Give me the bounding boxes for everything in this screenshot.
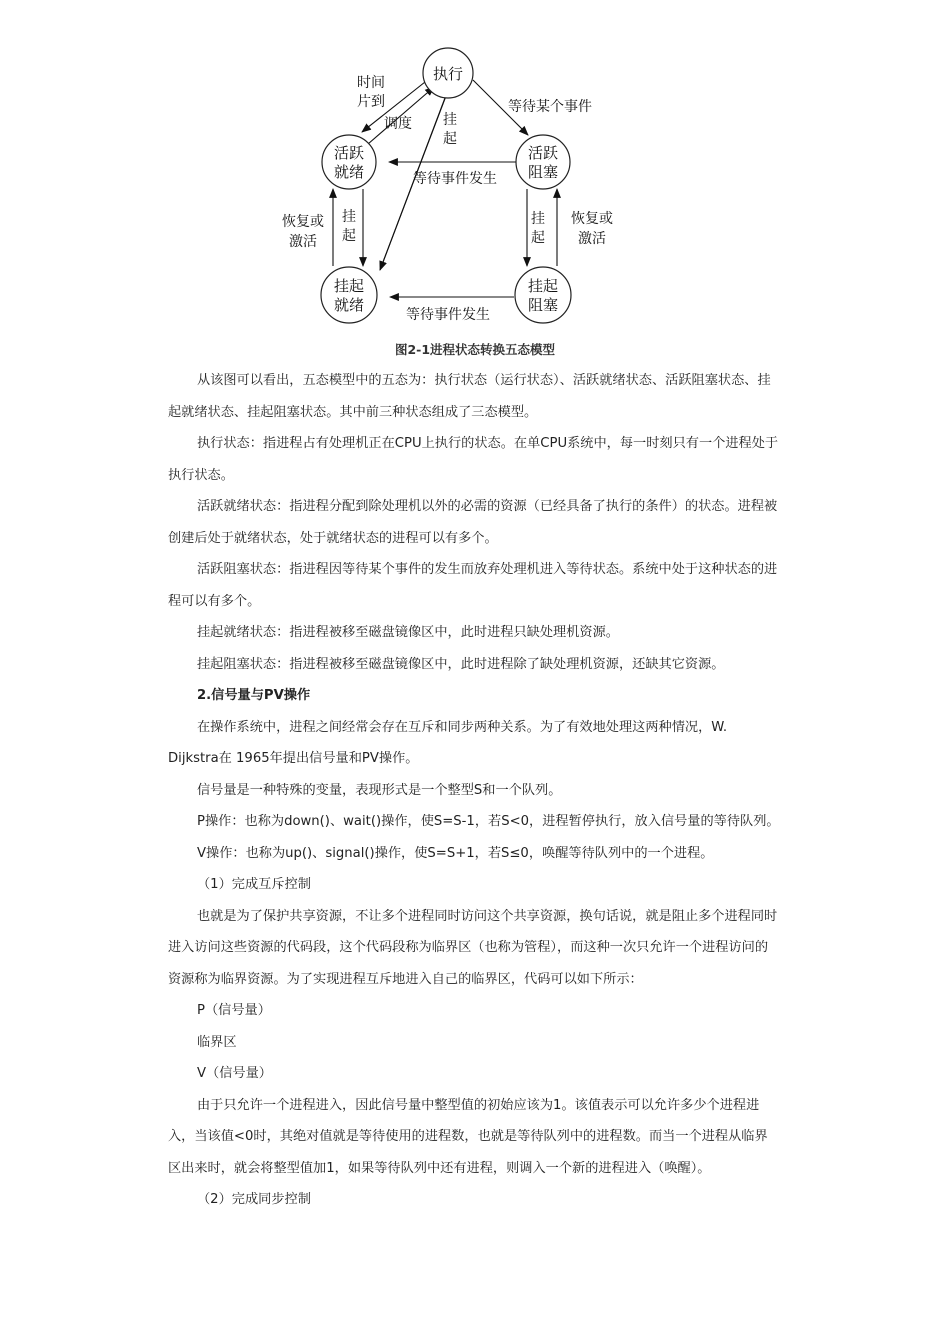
node-suspend-blocked-label-1: 挂起 xyxy=(527,277,559,295)
paragraph: 活跃阻塞状态：指进程因等待某个事件的发生而放弃处理机进入等待状态。系统中处于这种状态的进程可以有多个。 xyxy=(168,562,778,609)
paragraph: 活跃就绪状态：指进程分配到除处理机以外的必需的资源（已经具备了执行的条件）的状态。进程被创建后处于就绪状态，处于就绪状态的进程可以有多个。 xyxy=(168,499,778,546)
paragraph: 临界区 xyxy=(197,1034,237,1050)
node-suspend-ready xyxy=(321,267,377,323)
figure-caption: 图2-1进程状态转换五态模型 xyxy=(394,342,556,357)
label-timeslice-2: 片到 xyxy=(357,94,385,110)
label-suspend-right-1: 挂 xyxy=(531,211,545,227)
label-suspend-exec-2: 起 xyxy=(443,131,457,147)
paragraph: 从该图可以看出，五态模型中的五态为：执行状态（运行状态）、活跃就绪状态、活跃阻塞状态、挂起就绪状态、挂起阻塞状态。其中前三种状态组成了三态模型。 xyxy=(168,373,771,420)
node-suspend-blocked-label-2: 阻塞 xyxy=(527,296,559,314)
paragraph: （2）完成同步控制 xyxy=(197,1192,311,1207)
label-suspend-exec-1: 挂 xyxy=(443,112,457,128)
node-active-ready-label-2: 就绪 xyxy=(333,163,365,181)
label-timeslice-1: 时间 xyxy=(357,75,385,91)
paragraph: 在操作系统中，进程之间经常会存在互斥和同步两种关系。为了有效地处理这两种情况，W. Dijkstra在 1965年提出信号量和PV操作。 xyxy=(168,719,728,766)
node-active-blocked xyxy=(516,135,570,189)
node-suspend-ready-label-2: 就绪 xyxy=(333,296,365,314)
paragraph: 也就是为了保护共享资源，不让多个进程同时访问这个共享资源，换句话说，就是阻止多个进程同时进入访问这些资源的代码段，这个代码段称为临界区（也称为管程），而这种一次只允许一个进程访问的资源称为临界资源。为了实现进程互斥地进入自己的临界区，代码可以如下所示： xyxy=(168,908,778,987)
paragraph: 挂起阻塞状态：指进程被移至磁盘镜像区中，此时进程除了缺处理机资源，还缺其它资源。 xyxy=(197,656,725,672)
label-suspend-left-2: 起 xyxy=(342,228,356,244)
label-wait-event-occur-bottom: 等待事件发生 xyxy=(406,307,490,323)
label-schedule: 调度 xyxy=(384,116,412,132)
node-active-blocked-label-1: 活跃 xyxy=(527,144,559,162)
paragraph: V（信号量） xyxy=(197,1066,272,1081)
paragraph: 由于只允许一个进程进入，因此信号量中整型值的初始应该为1。该值表示可以允许多少个进程进入，当该值<0时，其绝对值就是等待使用的进程数，也就是等待队列中的进程数。而当一个进程从临界区出来时，就会将整型值加1，如果等待队列中还有进程，则调入一个新的进程进入（唤醒）。 xyxy=(168,1097,768,1176)
paragraph: 执行状态：指进程占有处理机正在CPU上执行的状态。在单CPU系统中，每一时刻只有一个进程处于执行状态。 xyxy=(168,436,779,483)
node-active-blocked-label-2: 阻塞 xyxy=(527,163,559,181)
label-suspend-right-2: 起 xyxy=(531,230,545,246)
paragraph: 2.信号量与PV操作 xyxy=(197,688,311,703)
paragraph: V操作：也称为up()、signal()操作，使S=S+1，若S≤0，唤醒等待队列中的一个进程。 xyxy=(197,845,714,861)
paragraph: （1）完成互斥控制 xyxy=(197,877,311,892)
node-active-ready xyxy=(322,135,376,189)
node-active-ready-label-1: 活跃 xyxy=(333,144,365,162)
paragraph: P操作：也称为down()、wait()操作，使S=S-1，若S<0，进程暂停执行，放入信号量的等待队列。 xyxy=(197,814,780,829)
node-suspend-blocked xyxy=(515,267,571,323)
paragraph: 信号量是一种特殊的变量，表现形式是一个整型S和一个队列。 xyxy=(197,782,562,798)
label-suspend-left-1: 挂 xyxy=(342,209,356,225)
paragraph: P（信号量） xyxy=(197,1003,271,1018)
label-recover-left-2: 激活 xyxy=(289,234,317,250)
node-exec-label: 执行 xyxy=(432,65,464,83)
label-wait-some-event: 等待某个事件 xyxy=(508,99,592,115)
node-exec xyxy=(423,48,473,98)
label-recover-left-1: 恢复或 xyxy=(282,214,324,230)
node-suspend-ready-label-1: 挂起 xyxy=(333,277,365,295)
state-transition-svg xyxy=(270,40,650,336)
paragraph: 挂起就绪状态：指进程被移至磁盘镜像区中，此时进程只缺处理机资源。 xyxy=(197,625,619,640)
label-recover-right-2: 激活 xyxy=(578,231,606,247)
label-recover-right-1: 恢复或 xyxy=(571,211,613,227)
body-text xyxy=(168,365,780,1216)
five-state-diagram xyxy=(270,40,650,336)
label-wait-event-occur-top: 等待事件发生 xyxy=(413,171,497,187)
